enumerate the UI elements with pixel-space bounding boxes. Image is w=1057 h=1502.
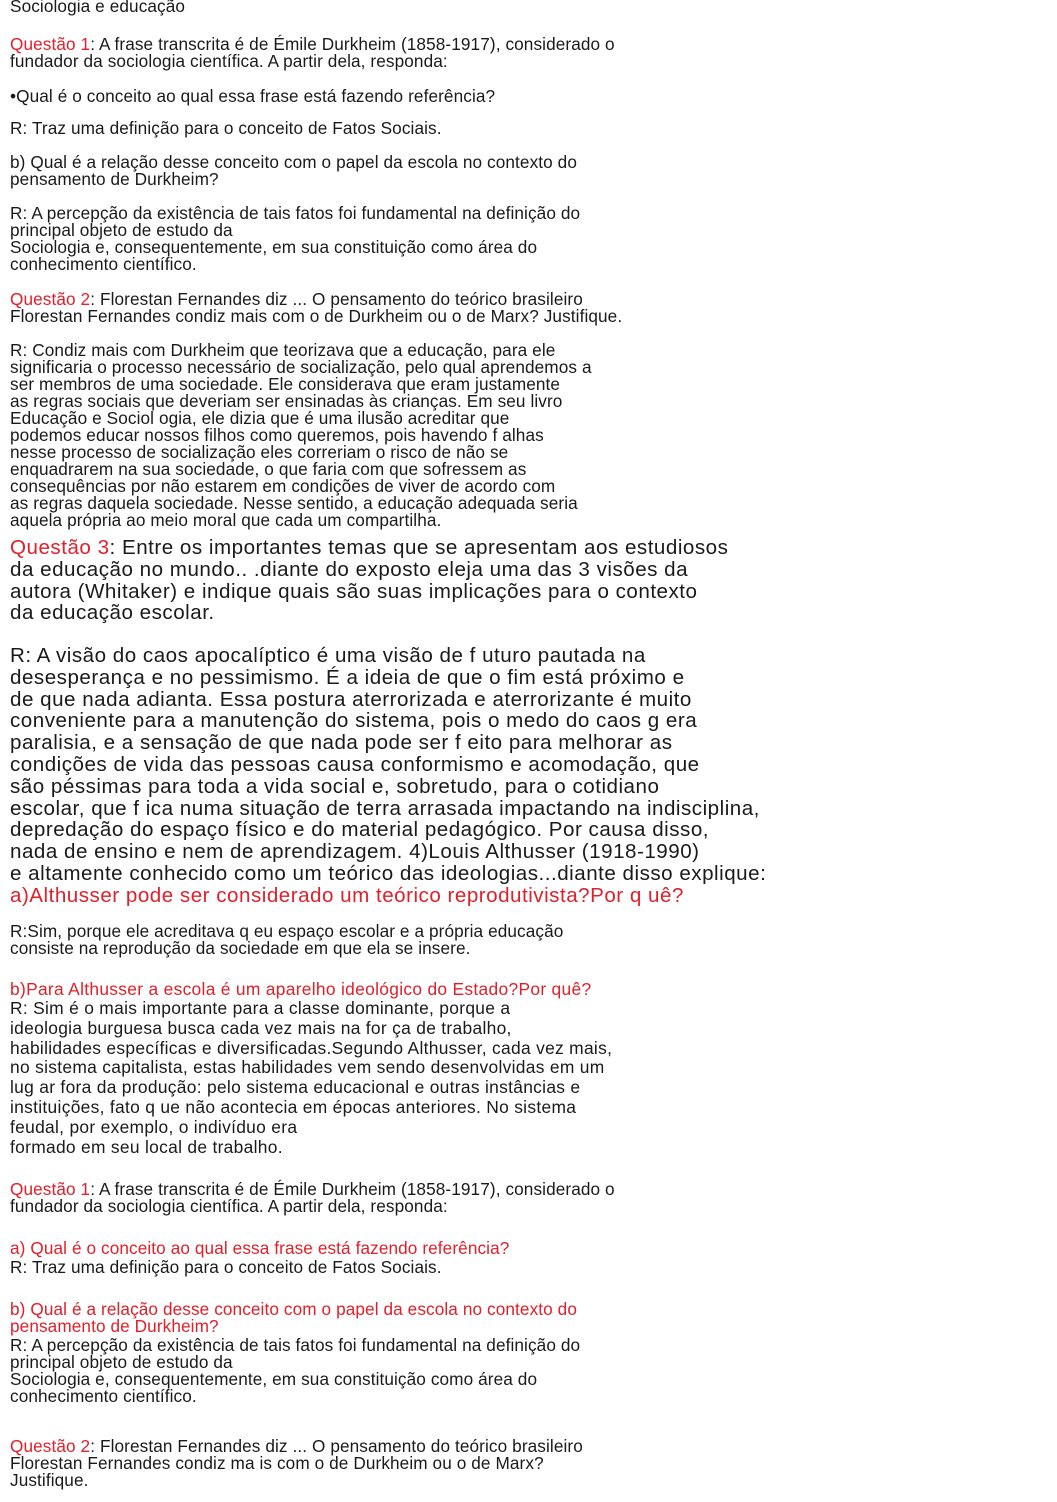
text-line: significaria o processo necessário de socialização, pelo qual aprendemos a [10,357,592,377]
question-label: Questão 1 [10,1179,91,1199]
question-text: : Entre os importantes temas que se apresentam aos estudiosos [109,536,729,559]
text-line: autora (Whitaker) e indique quais são suas implicações para o contexto [10,579,698,603]
text-line: nesse processo de socialização eles correriam o risco de não se [10,442,509,462]
text-line: aquela própria ao meio moral que cada um compartilha. [10,510,442,530]
text-line: Sociologia e, consequentemente, em sua constituição como área do [10,1369,538,1389]
question-1-prompt-repeat [10,1181,615,1215]
text-line: conveniente para a manutenção do sistema, pois o medo do caos g era [10,709,698,733]
text-line: Justifique. [10,1470,89,1490]
text-line: pensamento de Durkheim? [10,169,219,189]
text-line: ideologia burguesa busca cada vez mais na for ça de trabalho, [10,1017,512,1038]
text-line: lug ar fora da produção: pelo sistema educacional e outras instâncias e [10,1077,581,1098]
question-3-prompt [10,537,728,624]
text-line: conhecimento científico. [10,254,197,274]
question-3-answer [10,645,766,885]
text-line: consiste na reprodução da sociedade em que ela se insere. [10,938,471,958]
question-text: : A frase transcrita é de Émile Durkheim (1858-1917), considerado o [90,34,615,54]
question-label: Questão 2 [10,289,91,309]
text-line: ser membros de uma sociedade. Ele considerava que eram justamente [10,374,561,394]
text-line: Florestan Fernandes condiz ma is com o de Durkheim ou o de Marx? [10,1453,544,1473]
question-1-prompt [10,36,615,70]
text-line: habilidades específicas e diversificadas.Segundo Althusser, cada vez mais, [10,1037,613,1058]
text-line: b)Para Althusser a escola é um aparelho ideológico do Estado?Por quê? [10,979,592,999]
text-line: nada de ensino e nem de aprendizagem. 4)Louis Althusser (1918-1990) [10,840,700,864]
text-line: b) Qual é a relação desse conceito com o papel da escola no contexto do [10,152,578,172]
question-label: Questão 3 [10,536,110,559]
text-line: paralisia, e a sensação de que nada pode ser f eito para melhorar as [10,731,673,755]
text-line: a)Althusser pode ser considerado um teórico reprodutivista?Por q uê? [10,884,684,907]
title-line: Sociologia e educação [10,0,186,16]
text-line: Educação e Sociol ogia, ele dizia que é uma ilusão acreditar que [10,408,510,428]
question-2-prompt-repeat [10,1438,583,1489]
question-1b-prompt [10,154,577,188]
question-2-answer [10,342,592,529]
question-2-prompt [10,291,622,325]
question-4a-answer [10,923,563,957]
text-line: R: Traz uma definição para o conceito de Fatos Sociais. [10,118,442,138]
text-line: R: A visão do caos apocalíptico é uma visão de f uturo pautada na [10,644,646,667]
text-line: R:Sim, porque ele acreditava q eu espaço escolar e a própria educação [10,921,564,941]
text-line: R: Sim é o mais importante para a classe dominante, porque a [10,998,511,1018]
question-text: : Florestan Fernandes diz ... O pensamento do teórico brasileiro [90,1436,583,1456]
question-label: Questão 1 [10,34,91,54]
text-line: feudal, por exemplo, o indivíduo era [10,1116,298,1137]
question-4a-prompt [10,885,684,907]
text-line: a) Qual é o conceito ao qual essa frase está fazendo referência? [10,1238,510,1258]
text-line: escolar, que f ica numa situação de terra arrasada impactando na indisciplina, [10,796,760,820]
text-line: da educação escolar. [10,601,215,625]
text-line: as regras sociais que deveriam ser ensinadas às crianças. Em seu livro [10,391,563,411]
question-1a-prompt-repeat [10,1240,509,1257]
text-line: instituições, fato q ue não acontecia em épocas anteriores. No sistema [10,1096,577,1117]
text-line: fundador da sociologia científica. A partir dela, responda: [10,51,448,71]
text-line: conhecimento científico. [10,1386,197,1406]
text-line: pensamento de Durkheim? [10,1316,219,1336]
text-line: podemos educar nossos filhos como queremos, pois havendo f alhas [10,425,544,445]
text-line: as regras daquela sociedade. Nesse sentido, a educação adequada seria [10,493,578,513]
text-line: b) Qual é a relação desse conceito com o papel da escola no contexto do [10,1299,578,1319]
text-line: depredação do espaço físico e do material pedagógico. Por causa disso, [10,818,709,842]
question-1a-prompt [10,88,495,105]
question-1b-answer [10,205,580,273]
question-text: : Florestan Fernandes diz ... O pensamento do teórico brasileiro [90,289,583,309]
text-line: no sistema capitalista, estas habilidades vem sendo desenvolvidas em um [10,1057,605,1078]
text-line: R: Traz uma definição para o conceito de Fatos Sociais. [10,1257,442,1277]
text-line: e altamente conhecido como um teórico das ideologias...diante disso explique: [10,861,767,885]
text-line: formado em seu local de trabalho. [10,1136,283,1157]
text-line: Florestan Fernandes condiz mais com o de Durkheim ou o de Marx? Justifique. [10,306,623,326]
text-line: consequências por não estarem em condições de viver de acordo com [10,476,556,496]
question-1b-prompt-repeat [10,1301,577,1335]
text-line: condições de vida das pessoas causa conformismo e acomodação, que [10,752,700,776]
text-line: fundador da sociologia científica. A partir dela, responda: [10,1196,448,1216]
question-4b-prompt [10,980,591,1000]
question-1a-answer-repeat [10,1259,442,1276]
text-line [10,537,728,559]
text-line: Sociologia e, consequentemente, em sua constituição como área do [10,237,538,257]
text-line: R: Condiz mais com Durkheim que teorizava que a educação, para ele [10,340,556,360]
question-label: Questão 2 [10,1436,91,1456]
text-line: enquadrarem na sua sociedade, o que faria com que sofressem as [10,459,527,479]
text-line: desesperança e no pessimismo. É a ideia de que o fim está próximo e [10,665,685,689]
question-text: : A frase transcrita é de Émile Durkheim (1858-1917), considerado o [90,1179,615,1199]
document-title [10,0,185,15]
text-line: R: A percepção da existência de tais fatos foi fundamental na definição do [10,1335,581,1355]
text-line: R: A percepção da existência de tais fatos foi fundamental na definição do [10,203,581,223]
text-line: da educação no mundo.. .diante do exposto eleja uma das 3 visões da [10,557,689,581]
question-4b-answer [10,999,612,1157]
text-line: de que nada adianta. Essa postura aterrorizada e aterrorizante é muito [10,687,692,711]
text-line: são péssimas para toda a vida social e, sobretudo, para o cotidiano [10,774,660,798]
text-line: •Qual é o conceito ao qual essa frase está fazendo referência? [10,86,496,106]
question-1b-answer-repeat [10,1337,580,1405]
question-1a-answer [10,120,442,137]
text-line: principal objeto de estudo da [10,220,233,240]
text-line: principal objeto de estudo da [10,1352,233,1372]
